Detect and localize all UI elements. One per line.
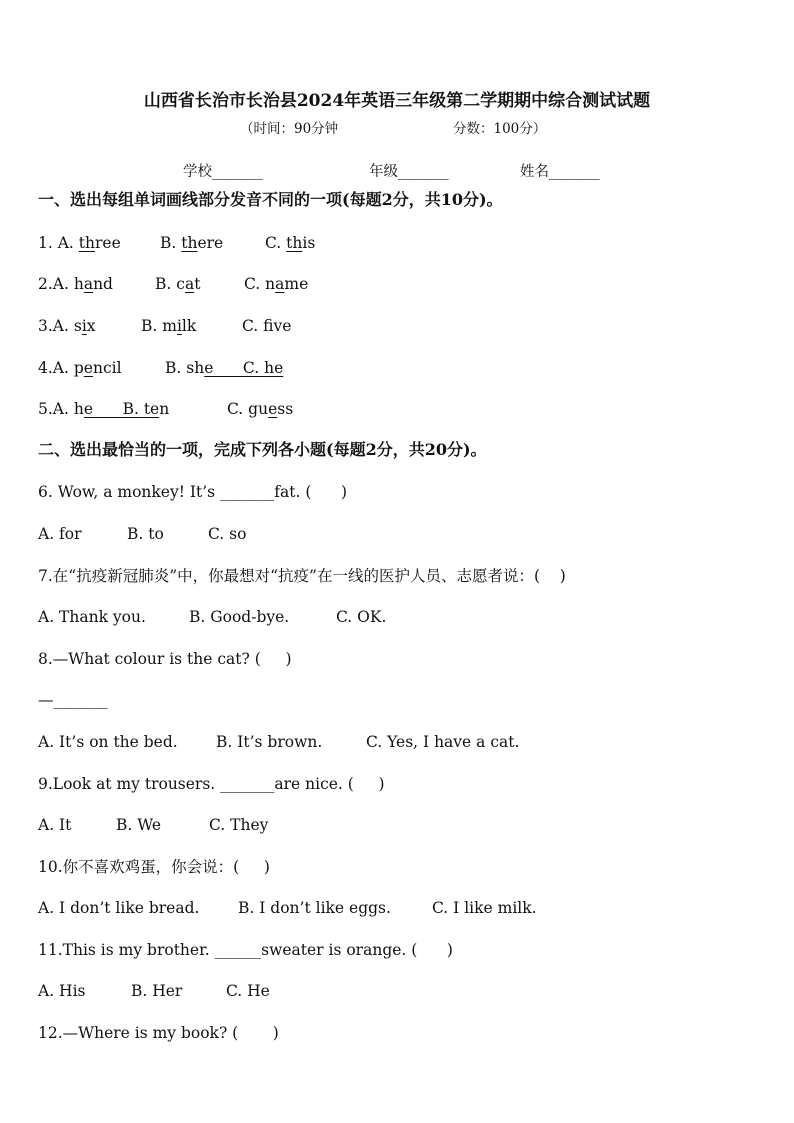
- q4-options-bc: B. she C. he: [165, 359, 284, 377]
- question-1: 1. A. three: [38, 234, 121, 252]
- q7-option-a: A. Thank you.: [38, 608, 146, 626]
- question-4: 4.A. pencil: [38, 359, 122, 377]
- question-9: 9.Look at my trousers. _______are nice. ( ): [38, 775, 385, 793]
- q2-option-c: C. name: [244, 275, 309, 293]
- q10-option-c: C. I like milk.: [432, 899, 537, 917]
- score-info: 分数：100分）: [453, 121, 547, 137]
- q9-option-a: A. It: [38, 816, 72, 834]
- q11-option-c: C. He: [226, 982, 270, 1000]
- q1-option-b: B. there: [160, 234, 224, 252]
- section1-heading: 一、选出每组单词画线部分发音不同的一项(每题2分，共10分)。: [38, 190, 503, 209]
- question-7: 7.在“抗疫新冠肺炎”中，你最想对“抗疫”在一线的医护人员、志愿者说：( ): [38, 567, 566, 585]
- question-5: 5.A. he B. ten: [38, 400, 170, 418]
- q6-option-c: C. so: [208, 525, 247, 543]
- q3-option-b: B. milk: [141, 317, 197, 335]
- q6-option-a: A. for: [38, 525, 82, 543]
- question-10: 10.你不喜欢鸡蛋，你会说：( ): [38, 858, 270, 876]
- q1-option-c: C. this: [265, 234, 316, 252]
- time-info: （时间：90分钟: [240, 121, 339, 137]
- q8-answer-blank: —_______: [38, 691, 108, 709]
- section2-heading: 二、选出最恰当的一项，完成下列各小题(每题2分，共20分)。: [38, 440, 487, 459]
- q6-option-b: B. to: [127, 525, 164, 543]
- q2-option-b: B. cat: [155, 275, 201, 293]
- q9-option-b: B. We: [116, 816, 162, 834]
- grade-field: 年级_______: [369, 164, 449, 180]
- q7-option-c: C. OK.: [336, 608, 387, 626]
- q8-option-a: A. It’s on the bed.: [38, 733, 178, 751]
- name-field: 姓名_______: [520, 164, 600, 180]
- q3-option-c: C. fve: [242, 317, 292, 335]
- q8-option-c: C. Yes, I have a cat.: [366, 733, 520, 751]
- q8-option-b: B. It’s brown.: [216, 733, 323, 751]
- question-3: 3.A. six: [38, 317, 96, 335]
- q11-option-b: B. Her: [131, 982, 183, 1000]
- q10-option-a: A. I don’t like bread.: [38, 899, 200, 917]
- school-field: 学校_______: [183, 164, 263, 180]
- q11-option-a: A. His: [38, 982, 86, 1000]
- q7-option-b: B. Good-bye.: [189, 608, 290, 626]
- question-12: 12.—Where is my book? ( ): [38, 1024, 279, 1042]
- q10-option-b: B. I don’t like eggs.: [238, 899, 391, 917]
- question-2: 2.A. hand: [38, 275, 113, 293]
- question-6: 6. Wow, a monkey! It’s _______fat. ( ): [38, 483, 347, 501]
- q5-option-c: C. guess: [227, 400, 294, 418]
- q9-option-c: C. They: [209, 816, 269, 834]
- question-8: 8.—What colour is the cat? ( ): [38, 650, 292, 668]
- document-title: 山西省长治市长治县2024年英语三年级第二学期期中综合测试试题: [143, 91, 651, 111]
- question-11: 11.This is my brother. ______sweater is orange. ( ): [38, 941, 453, 959]
